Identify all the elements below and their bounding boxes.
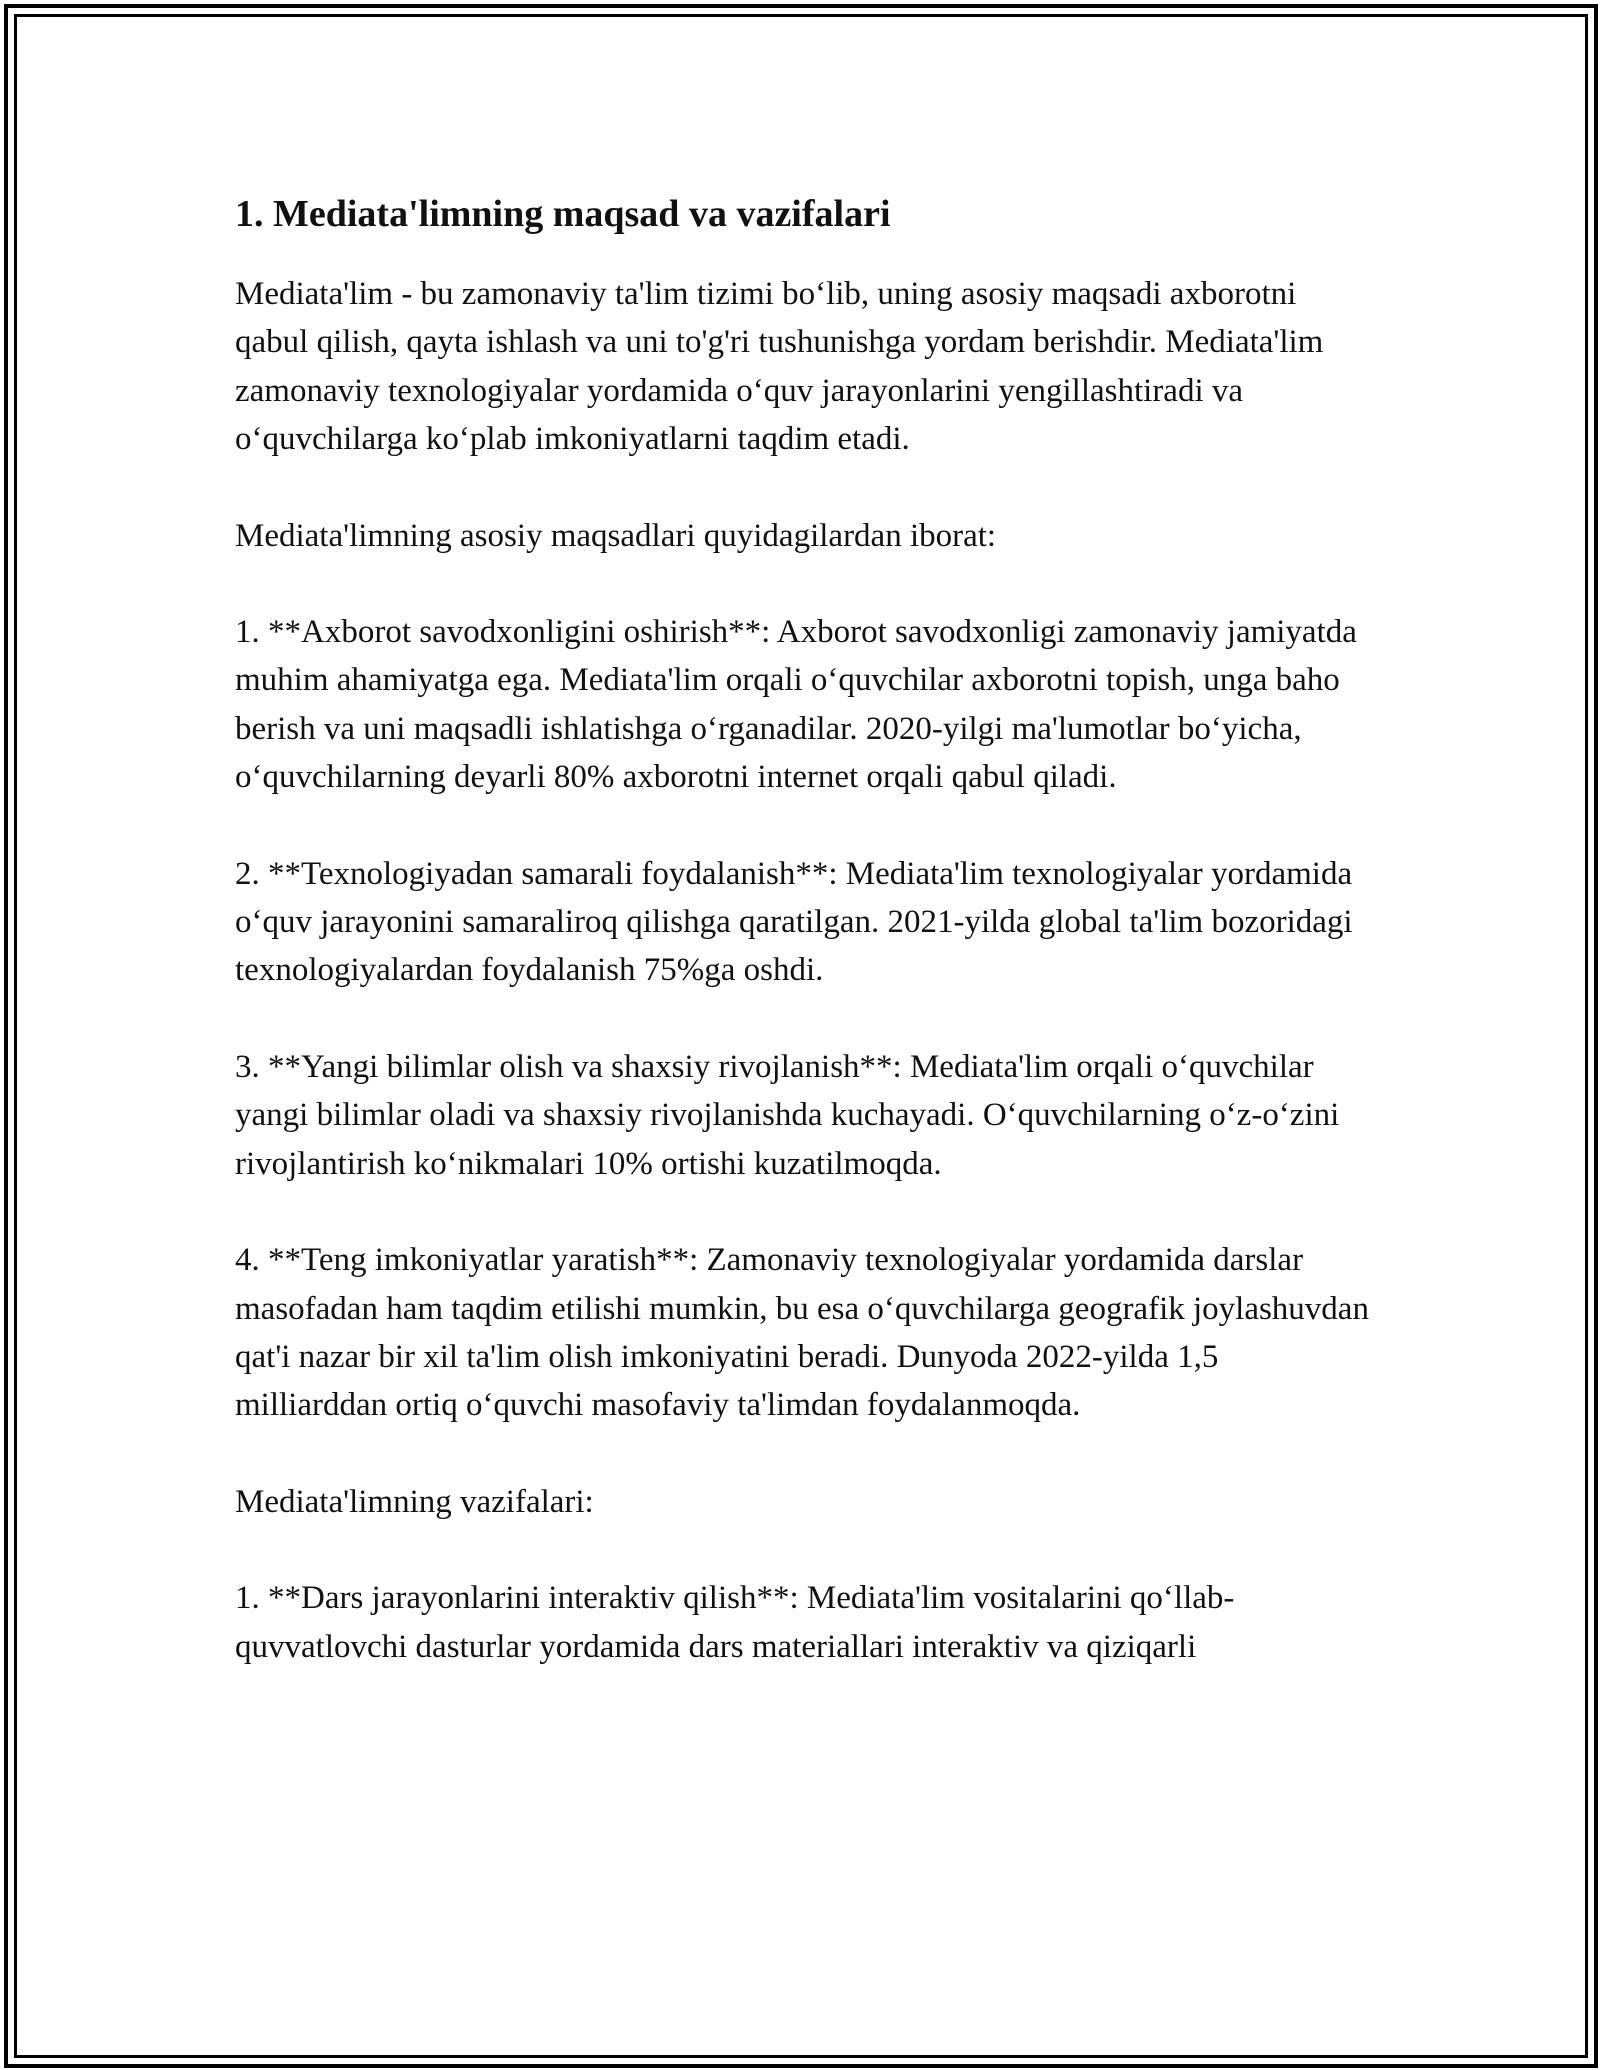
document-body bbox=[235, 188, 1375, 1719]
goal-item-4: 4. **Teng imkoniyatlar yaratish**: Zamonaviy texnologiyalar yordamida darslar masofadan ham taqdim etilishi mumkin, bu esa o‘quvchilarga geografik joylashuvdan qat'i nazar bir xil ta'lim olish imkoniyatini beradi. Dunyoda 2022-yilda 1,5 milliarddan ortiq o‘quvchi masofaviy ta'limdan foydalanmoqda. bbox=[235, 1242, 1369, 1424]
goal-item-2: 2. **Texnologiyadan samarali foydalanish**: Mediata'lim texnologiyalar yordamida o‘quv jarayonini samaraliroq qilishga qaratilgan. 2021-yilda global ta'lim bozoridagi texnologiyalardan foydalanish 75%ga oshdi. bbox=[235, 855, 1353, 989]
intro-paragraph: Mediata'lim - bu zamonaviy ta'lim tizimi bo‘lib, uning asosiy maqsadi axborotni qabul qilish, qayta ishlash va uni to'g'ri tushunishga yordam berishdir. Mediata'lim zamonaviy texnologiyalar yordamida o‘quv jarayonlarini yengillashtiradi va o‘quvchilarga ko‘plab imkoniyatlarni taqdim etadi. bbox=[235, 276, 1324, 458]
page-title: 1. Mediata'limning maqsad va vazifalari bbox=[235, 193, 891, 235]
goal-item-3: 3. **Yangi bilimlar olish va shaxsiy rivojlanish**: Mediata'lim orqali o‘quvchilar yangi bilimlar oladi va shaxsiy rivojlanishda kuchayadi. O‘quvchilarning o‘z-o‘zini rivojlantirish ko‘nikmalari 10% ortishi kuzatilmoqda. bbox=[235, 1048, 1340, 1182]
tasks-heading-paragraph: Mediata'limning vazifalari: bbox=[235, 1483, 594, 1520]
task-item-1: 1. **Dars jarayonlarini interaktiv qilish**: Mediata'lim vositalarini qo‘llab-quvvatlovchi dasturlar yordamida dars materiallari interaktiv va qiziqarli bbox=[235, 1580, 1235, 1665]
goal-item-1: 1. **Axborot savodxonligini oshirish**: Axborot savodxonligi zamonaviy jamiyatda muhim ahamiyatga ega. Mediata'lim orqali o‘quvchilar axborotni topish, unga baho berish va uni maqsadli ishlatishga o‘rganadilar. 2020-yilgi ma'lumotlar bo‘yicha, o‘quvchilarning deyarli 80% axborotni internet orqali qabul qiladi. bbox=[235, 614, 1357, 796]
goals-heading-paragraph: Mediata'limning asosiy maqsadlari quyidagilardan iborat: bbox=[235, 517, 997, 554]
